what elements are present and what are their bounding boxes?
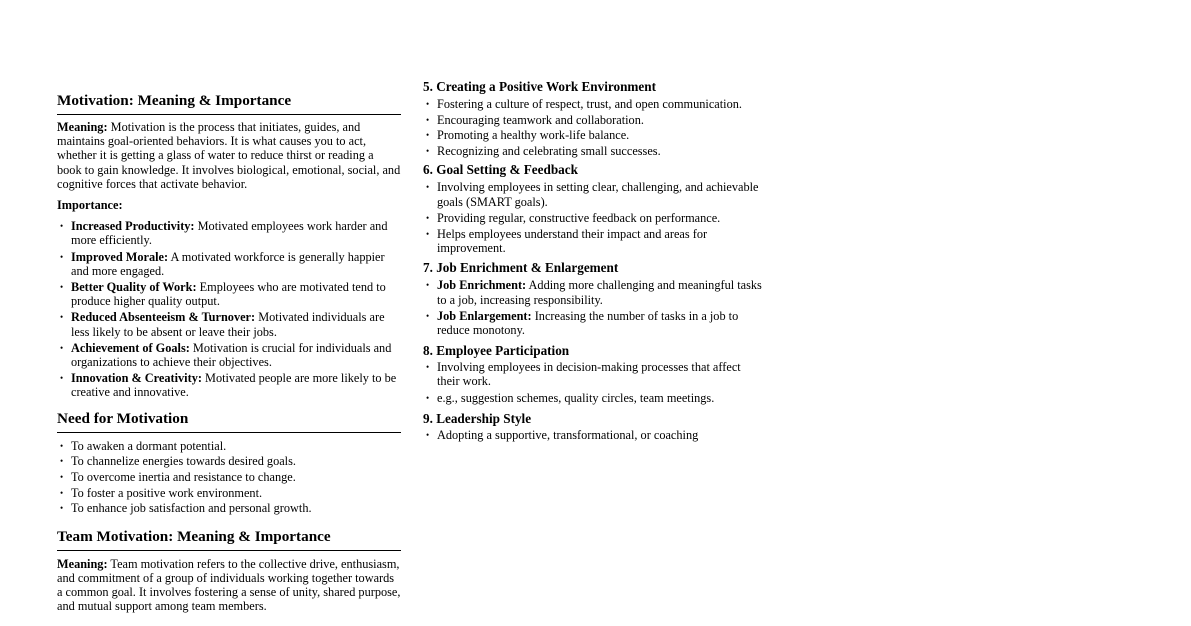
list-item: • Job Enrichment: Adding more challenging and meaningful tasks to a job, increasing responsibility. <box>423 278 763 306</box>
meaning-text: Motivation is the process that initiates, guides, and maintains goal-oriented behaviors. It is what causes you to act, whether it is getting a glass of water to reduce thirst or reading a book to gain knowledge. It involves biological, emotional, social, and cognitive forces that activate behavior. <box>57 120 401 191</box>
list-item: • To awaken a dormant potential. <box>57 439 401 453</box>
team-meaning <box>57 557 401 614</box>
left-column <box>57 0 401 613</box>
section-9-list <box>423 428 763 442</box>
meaning-text: Team motivation refers to the collective drive, enthusiasm, and commitment of a group of individuals working together towards a common goal. It involves fostering a sense of unity, shared purpose, and mutual support among team members. <box>57 556 401 614</box>
need-heading: Need for Motivation <box>57 410 401 433</box>
list-item: • To foster a positive work environment. <box>57 486 401 500</box>
need-list <box>57 439 401 516</box>
section-5-heading: 5. Creating a Positive Work Environment <box>423 79 656 94</box>
list-item: • Recognizing and celebrating small successes. <box>423 144 763 158</box>
importance-list <box>57 219 401 399</box>
section-7-list <box>423 278 763 337</box>
list-item: • Increased Productivity: Motivated employees work harder and more efficiently. <box>57 219 401 247</box>
list-item: • Better Quality of Work: Employees who are motivated tend to produce higher quality output. <box>57 280 401 308</box>
section-6-list <box>423 180 763 255</box>
list-item: • Helps employees understand their impact and areas for improvement. <box>423 227 763 255</box>
list-item: • Reduced Absenteeism & Turnover: Motivated individuals are less likely to be absent or leave their jobs. <box>57 310 401 338</box>
list-item: • Achievement of Goals: Motivation is crucial for individuals and organizations to achieve their objectives. <box>57 341 401 369</box>
section-6-heading: 6. Goal Setting & Feedback <box>423 162 578 178</box>
meaning-label: Meaning: <box>57 556 108 571</box>
section-8-list <box>423 360 763 405</box>
right-column <box>423 0 763 442</box>
list-item: • To channelize energies towards desired goals. <box>57 454 401 468</box>
list-item: • e.g., suggestion schemes, quality circles, team meetings. <box>423 391 763 405</box>
list-item: • Involving employees in setting clear, challenging, and achievable goals (SMART goals). <box>423 180 763 208</box>
motivation-heading: Motivation: Meaning & Importance <box>57 92 401 115</box>
list-item: • Promoting a healthy work-life balance. <box>423 128 763 142</box>
list-item: • Innovation & Creativity: Motivated people are more likely to be creative and innovative. <box>57 371 401 399</box>
team-heading: Team Motivation: Meaning & Importance <box>57 528 401 551</box>
list-item: • Involving employees in decision-making processes that affect their work. <box>423 360 763 388</box>
list-item: • Providing regular, constructive feedback on performance. <box>423 211 763 225</box>
list-item: • Encouraging teamwork and collaboration. <box>423 113 763 127</box>
importance-label: Importance: <box>57 198 123 213</box>
section-8-heading: 8. Employee Participation <box>423 343 570 359</box>
section-5-list <box>423 97 763 158</box>
list-item: • Fostering a culture of respect, trust, and open communication. <box>423 97 763 111</box>
list-item: • Job Enlargement: Increasing the number of tasks in a job to reduce monotony. <box>423 309 763 337</box>
list-item: • To enhance job satisfaction and personal growth. <box>57 501 401 515</box>
list-item: • Adopting a supportive, transformational, or coaching <box>423 428 763 442</box>
list-item: • Improved Morale: A motivated workforce is generally happier and more engaged. <box>57 250 401 278</box>
meaning-label: Meaning: <box>57 120 108 134</box>
section-9-heading: 9. Leadership Style <box>423 410 532 426</box>
motivation-meaning <box>57 120 401 191</box>
list-item: • To overcome inertia and resistance to change. <box>57 470 401 484</box>
section-7-heading: 7. Job Enrichment & Enlargement <box>423 260 619 276</box>
